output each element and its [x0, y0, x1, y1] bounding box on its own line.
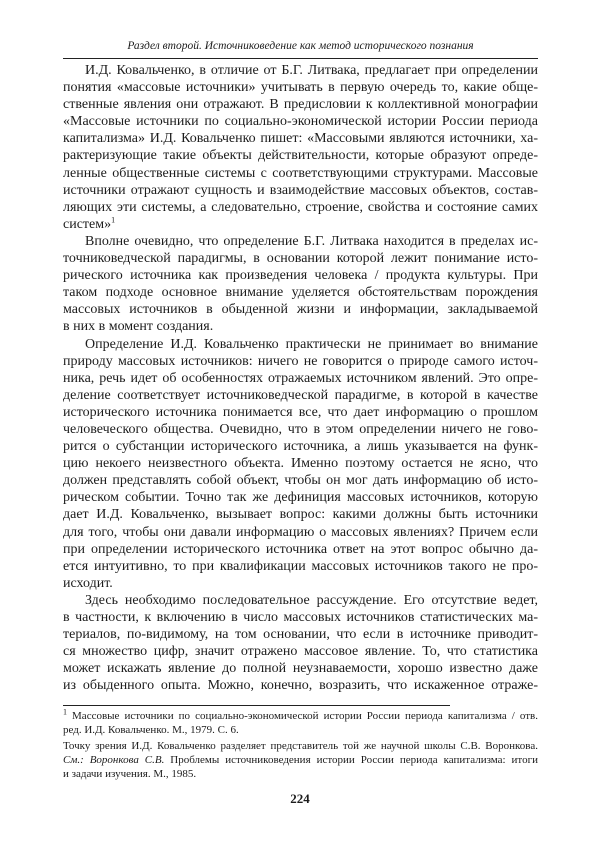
text-line	[63, 677, 538, 694]
text-line	[63, 284, 538, 301]
line-text: источники отражают сущность и взаимодействие массовых объектов, состав-	[63, 182, 538, 198]
line-text: териалов, по-видимому, на том основании, что если в источнике приводит-	[63, 627, 538, 643]
line-text: ленные общественные системы с соответствующими структурами. Массовые	[63, 165, 538, 181]
text-line	[63, 421, 538, 438]
footnote-text: Точку зрения И.Д. Ковальченко разделяет представитель той же научной школы С.В. Воронкова.	[63, 740, 538, 752]
cited-author: См.: Воронкова С.В.	[63, 754, 165, 766]
line-text: при определении исторического источника ответ на этот вопрос обычно да-	[63, 541, 538, 557]
footnote-marker: 1	[63, 707, 67, 717]
text-line	[63, 524, 538, 541]
main-text	[63, 62, 538, 694]
text-line	[63, 130, 538, 147]
text-line	[63, 387, 538, 404]
line-text: рического источника как произведения человека / продукта культуры. При	[63, 268, 538, 284]
line-text: человеческого общества. Очевидно, что в этом определении ничего не гово-	[63, 421, 538, 437]
line-text: деление соответствует источниковедческой парадигме, в которой в качестве	[63, 387, 538, 403]
text-line	[63, 96, 538, 113]
line-text: из обыденного опыта. Можно, конечно, возразить, что искаженное отраже-	[63, 678, 538, 694]
text-line	[63, 404, 538, 421]
paragraph	[63, 336, 538, 592]
line-text: таком подходе основное внимание уделяется обстоятельствам порождения	[63, 285, 538, 301]
line-text: природу массовых источников: ничего не говорится о природе самого источ-	[63, 353, 538, 369]
line-text: ника, речь идет об особенностях отражаемых источником явлений. Это опре-	[63, 370, 538, 386]
line-text: И.Д. Ковальченко, в отличие от Б.Г. Литвака, предлагает при определении	[85, 63, 538, 78]
text-line	[63, 165, 538, 182]
text-line	[63, 370, 538, 387]
footnotes	[63, 709, 538, 783]
line-text: ся множество цифр, значит отражено массовое явление. То, что статистика	[63, 644, 538, 660]
text-line	[63, 147, 538, 164]
line-text: дает И.Д. Ковальченко, вызывает вопрос: какими должны быть источники	[63, 507, 538, 523]
line-text: может искажать явление до полной неузнаваемости, хорошо известно даже	[63, 661, 538, 677]
text-line	[63, 575, 538, 592]
text-line	[63, 506, 538, 523]
footnote-rule	[63, 705, 450, 706]
text-line	[63, 489, 538, 506]
line-text: точниковедческой парадигмы, в основании которой лежит понимание исто-	[63, 251, 538, 267]
line-text: исходит.	[63, 575, 113, 591]
header-rule	[63, 58, 538, 59]
text-line	[63, 233, 538, 250]
line-text: капитализма» И.Д. Ковальченко пишет: «Массовыми являются источники, ха-	[63, 131, 538, 147]
footnote-text: и задачи изучения. М., 1985.	[63, 768, 197, 780]
text-line	[63, 267, 538, 284]
line-text: должен представлять собой объект, чтобы он мог дать информацию об исто-	[63, 473, 538, 489]
text-line	[63, 318, 538, 335]
line-text: понятия «массовые источники» учитывать в первую очередь то, какие обще-	[63, 80, 538, 96]
line-text: массовых источников в обыденной жизни и информации, закладываемой	[63, 302, 538, 318]
footnote-reference[interactable]: 1	[111, 215, 116, 225]
line-text: Определение И.Д. Ковальченко практически не принимает во внимание	[85, 336, 538, 352]
running-head: Раздел второй. Источниковедение как метод исторического познания	[127, 40, 474, 52]
paragraph	[63, 233, 538, 336]
line-text: «Массовые источники по социально-экономической истории России периода	[63, 114, 538, 130]
text-line	[63, 541, 538, 558]
text-line	[63, 336, 538, 353]
text-line	[63, 626, 538, 643]
footnote-1	[63, 709, 538, 737]
text-line	[63, 558, 538, 575]
line-text: ляющих эти системы, а следовательно, строение, свойства и состояние самих	[63, 199, 538, 215]
line-text: Вполне очевидно, что определение Б.Г. Литвака находится в пределах ис-	[85, 233, 538, 249]
line-text: рактеризующие такие объекты действительности, которые образуют опреде-	[63, 148, 538, 164]
text-line	[63, 438, 538, 455]
text-line	[63, 353, 538, 370]
text-line	[63, 250, 538, 267]
line-text: Здесь необходимо последовательное рассуждение. Его отсутствие ведет,	[85, 592, 538, 608]
footnote-text: ред. И.Д. Ковальченко. М., 1979. С. 6.	[63, 724, 239, 736]
line-text: в частности, к включению в число массовых источников статистических ма-	[63, 610, 538, 625]
line-text: для того, чтобы они давали информацию о массовых явлениях? Причем если	[63, 524, 538, 540]
text-line	[63, 643, 538, 660]
text-line	[63, 301, 538, 318]
line-text: исторического источника понимается все, что дает информацию о прошлом	[63, 404, 538, 420]
footnote-2	[63, 739, 538, 781]
line-text: цию некоего неизвестного объекта. Именно поэтому остается не ясно, что	[63, 456, 538, 472]
line-text: ственные явления они отражают. В предисловии к коллективной монографии	[63, 97, 538, 113]
text-line	[63, 472, 538, 489]
line-text: рится о субстанции исторического источника, а лишь указывается на функ-	[63, 439, 538, 455]
page-number: 224	[290, 791, 310, 806]
text-line	[63, 660, 538, 677]
text-line	[63, 182, 538, 199]
paragraph	[63, 592, 538, 695]
line-text: систем»	[63, 216, 112, 232]
text-line	[63, 609, 538, 626]
text-line	[63, 592, 538, 609]
footnote-text: Массовые источники по социально-экономической истории России периода капитализма / отв.	[72, 710, 538, 722]
footnote-text: Проблемы источниковедения истории России периода капитализма: итоги	[164, 754, 538, 766]
text-line	[63, 216, 538, 233]
text-line	[63, 79, 538, 96]
text-line	[63, 62, 538, 79]
text-line	[63, 455, 538, 472]
text-line	[63, 199, 538, 216]
line-text: рическом событии. Точно так же дефиниция массовых источников, которую	[63, 490, 538, 506]
text-line	[63, 113, 538, 130]
line-text: в них в момент создания.	[63, 319, 214, 335]
paragraph	[63, 62, 538, 233]
line-text: ется интуитивно, то при квалификации массовых источников такого не про-	[63, 558, 538, 574]
